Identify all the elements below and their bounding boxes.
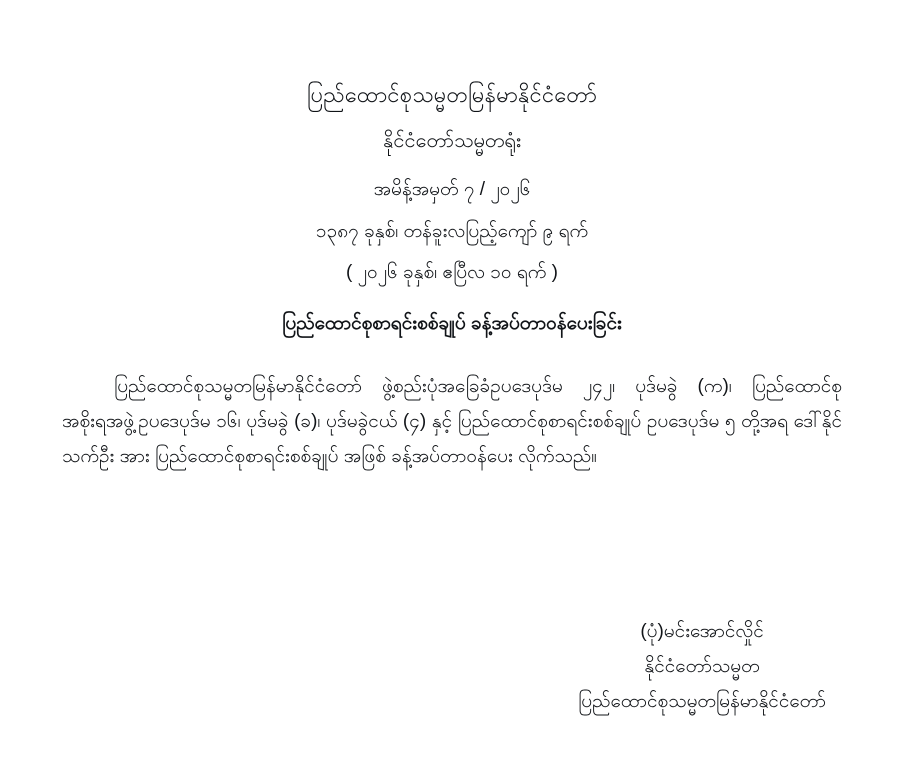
document-header	[0, 0, 904, 339]
order-number-line: အမိန့်အမှတ် ၇ / ၂၀၂၆	[373, 179, 531, 201]
document-body	[62, 369, 842, 474]
date-myanmar-line: ၁၃၈၇ ခုနှစ်၊ တန်ခူးလပြည့်ကျော် ၉ ရက်	[315, 220, 589, 242]
date-gregorian-line: ( ၂၀၂၆ ခုနှစ်၊ ဧပြီလ ၁၀ ရက် )	[346, 261, 558, 283]
body-paragraph: ပြည်ထောင်စုသမ္မတမြန်မာနိုင်ငံတော် ဖွဲ့စည်းပုံအခြေခံဥပဒေပုဒ်မ ၂၄၂၊ ပုဒ်မခွဲ (က)၊ ပြည်ထောင်စုအစိုးရအဖွဲ့ဥပဒေပုဒ်မ ၁၆၊ ပုဒ်မခွဲ (ခ)၊ ပုဒ်မခွဲငယ် (၄) နှင့် ပြည်ထောင်စုစာရင်းစစ်ချုပ် ဥပဒေပုဒ်မ ၅ တို့အရ ဒေါ်နိုင်သက်ဦး အား ပြည်ထောင်စုစာရင်းစစ်ချုပ် အဖြစ် ခန့်အပ်တာဝန်ပေး လိုက်သည်။	[62, 375, 842, 468]
signature-country: ပြည်ထောင်စုသမ္မတမြန်မာနိုင်ငံတော်	[578, 690, 826, 712]
signature-name: (ပုံ)မင်းအောင်လှိုင်	[640, 620, 764, 642]
subject-title: ပြည်ထောင်စုစာရင်းစစ်ချုပ် ခန့်အပ်တာဝန်ပေးခြင်း	[282, 313, 622, 335]
header-office-line: နိုင်ငံတော်သမ္မတရုံး	[383, 130, 521, 153]
header-country-line: ပြည်ထောင်စုသမ္မတမြန်မာနိုင်ငံတော်	[306, 82, 598, 107]
signature-block	[578, 614, 826, 719]
signature-title: နိုင်ငံတော်သမ္မတ	[644, 655, 760, 677]
